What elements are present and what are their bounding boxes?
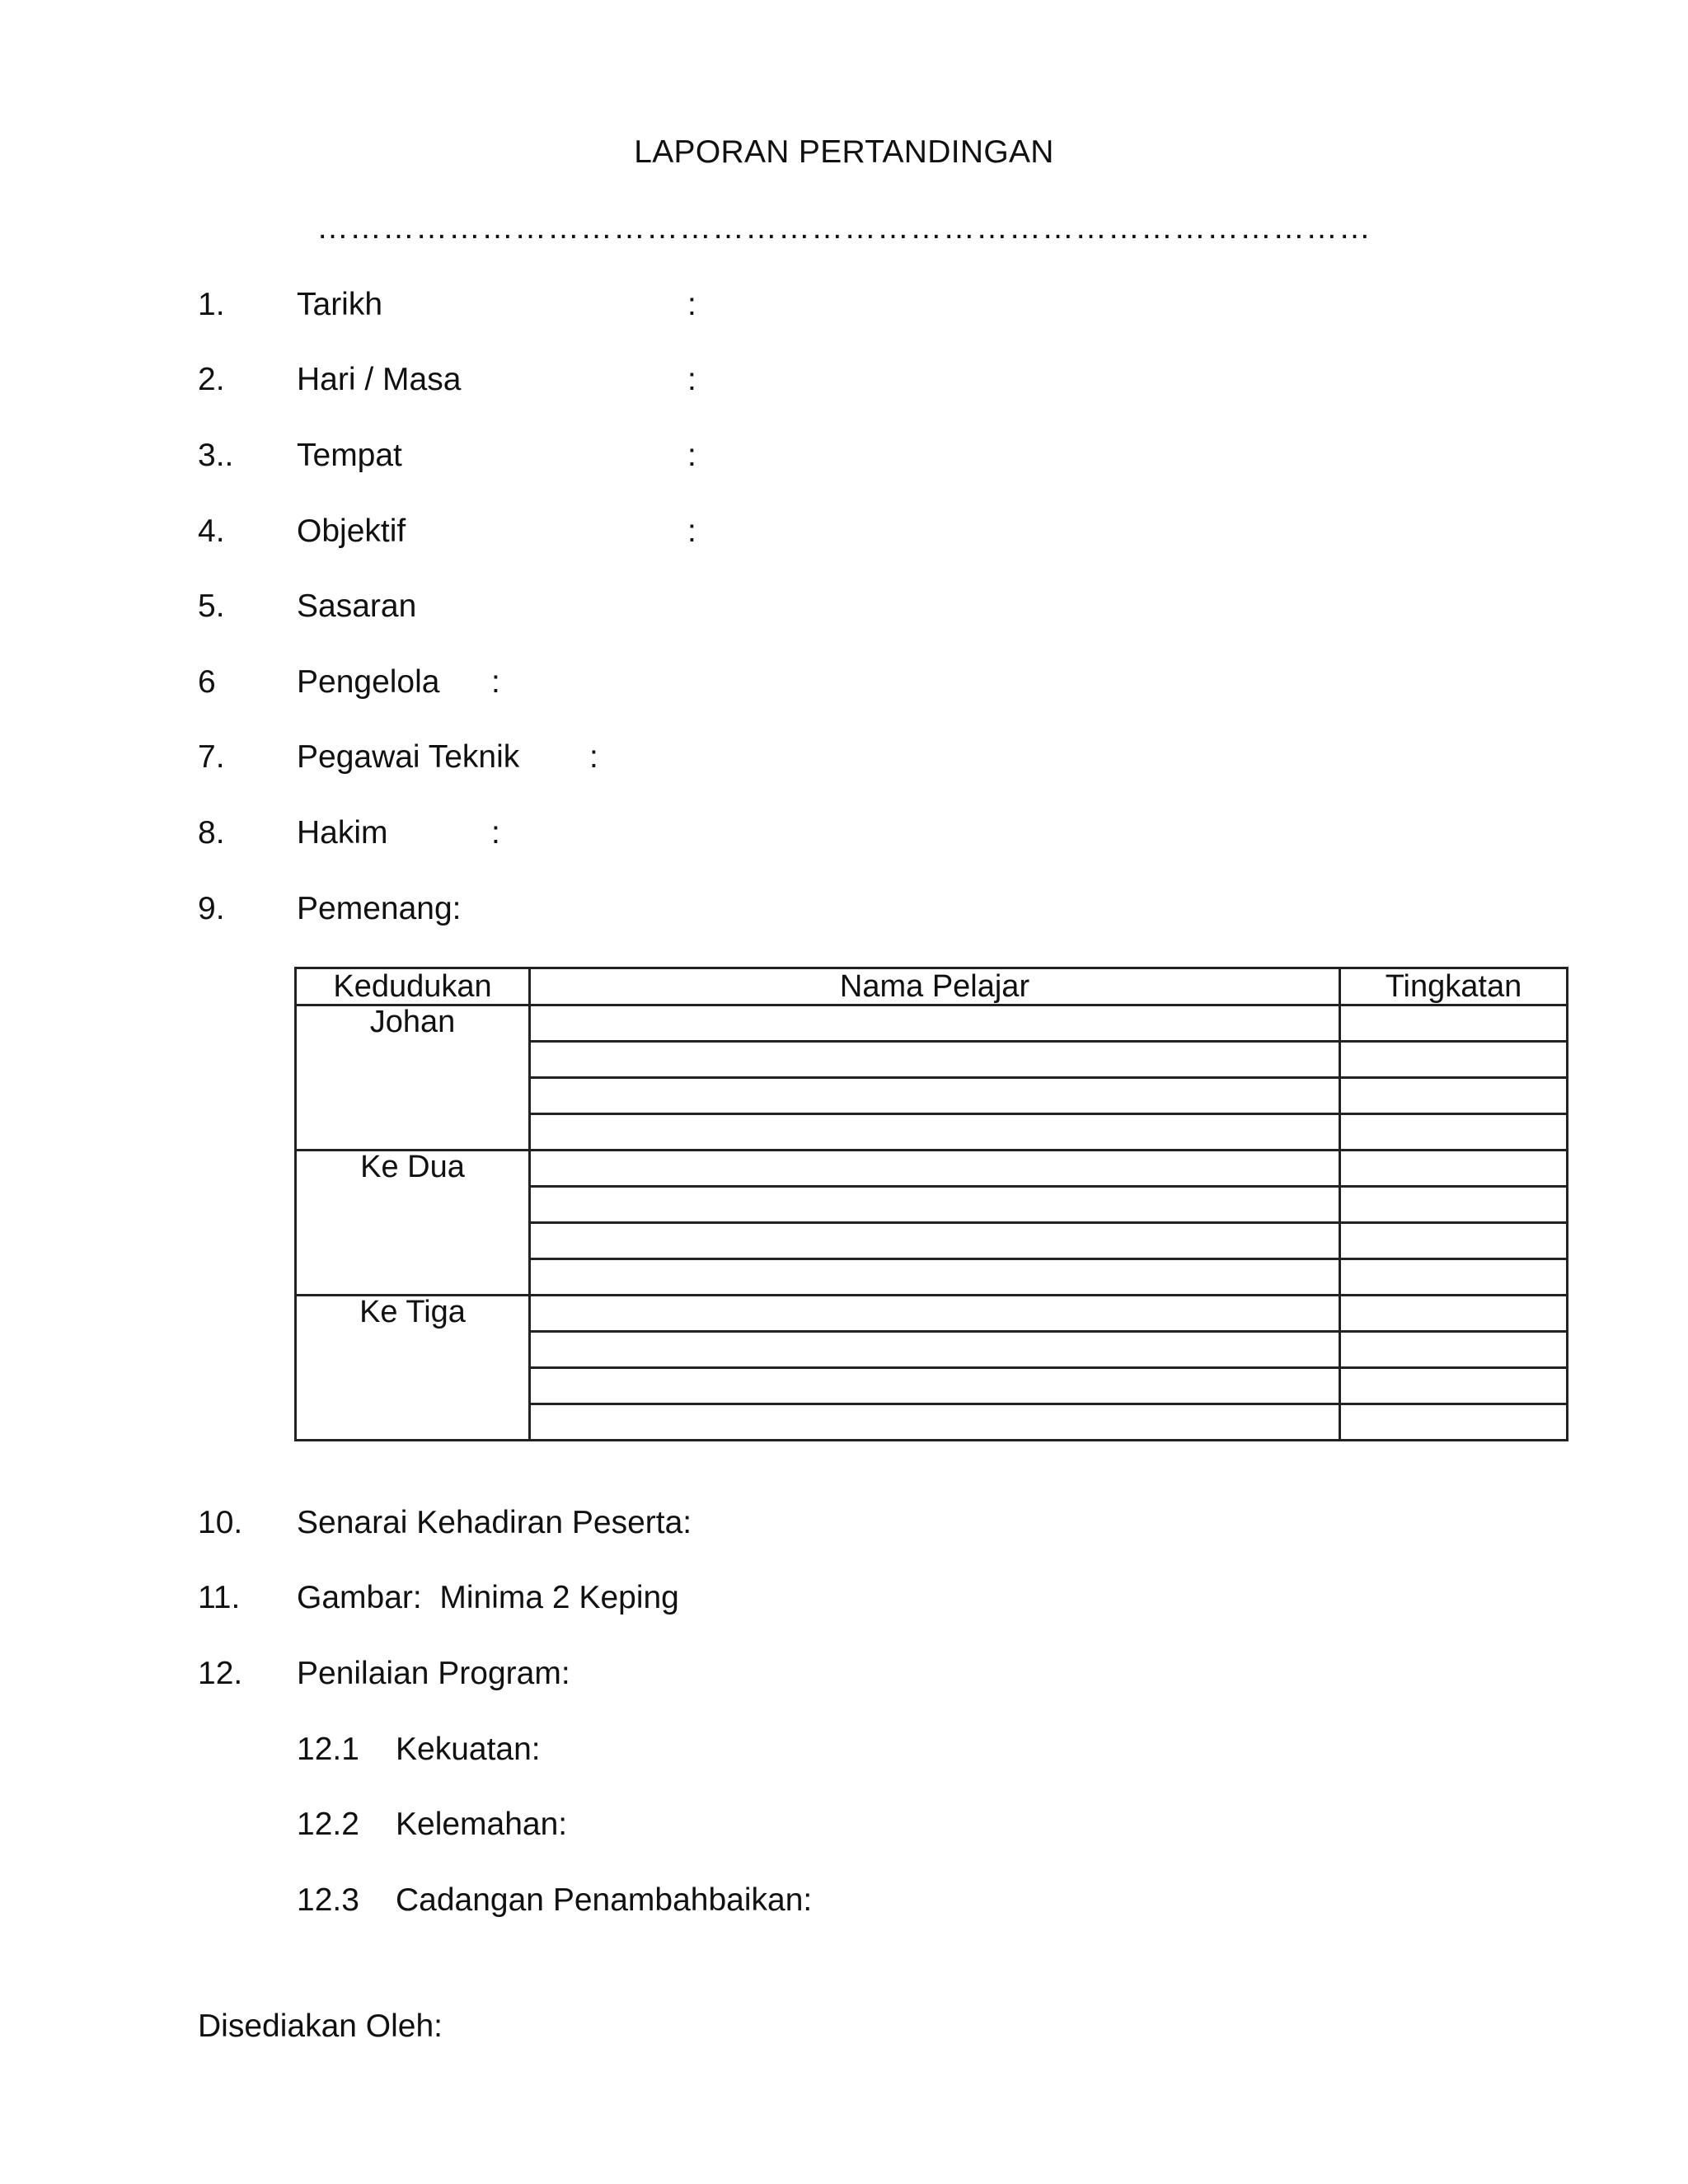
name-cell[interactable] <box>530 1187 1340 1223</box>
item-number: 1. <box>198 287 225 322</box>
item-number: 9. <box>198 891 225 926</box>
name-cell[interactable] <box>530 1042 1340 1078</box>
item-colon: : <box>687 513 696 549</box>
item-colon: : <box>491 664 500 700</box>
form-cell[interactable] <box>1340 1259 1568 1296</box>
item-number: 5. <box>198 588 225 624</box>
item-number: 12. <box>198 1656 243 1691</box>
form-cell[interactable] <box>1340 1187 1568 1223</box>
header-kedudukan: Kedudukan <box>296 968 530 1005</box>
subitem-number: 12.1 <box>297 1732 359 1767</box>
form-cell[interactable] <box>1340 1368 1568 1404</box>
winners-table <box>294 967 1568 1441</box>
subitem-number: 12.3 <box>297 1882 359 1918</box>
form-cell[interactable] <box>1340 1404 1568 1441</box>
form-cell[interactable] <box>1340 1114 1568 1151</box>
form-cell[interactable] <box>1340 1296 1568 1332</box>
item-label: Penilaian Program: <box>297 1656 570 1691</box>
table-header-row <box>296 968 1568 1005</box>
title-dotted-line: …………………………………………………………………………………… <box>316 210 1372 246</box>
form-cell[interactable] <box>1340 1042 1568 1078</box>
document-title: LAPORAN PERTANDINGAN <box>634 134 1054 170</box>
item-number: 6 <box>198 664 216 700</box>
name-cell[interactable] <box>530 1296 1340 1332</box>
prepared-by-label: Disediakan Oleh: <box>198 2008 443 2044</box>
rank-johan: Johan <box>296 1005 530 1151</box>
item-label: Sasaran <box>297 588 417 624</box>
item-label: Tarikh <box>297 287 383 322</box>
header-nama-pelajar: Nama Pelajar <box>530 968 1340 1005</box>
name-cell[interactable] <box>530 1332 1340 1368</box>
name-cell[interactable] <box>530 1114 1340 1151</box>
item-colon: : <box>687 362 696 397</box>
subitem-label: Kelemahan: <box>396 1807 568 1842</box>
form-cell[interactable] <box>1340 1005 1568 1042</box>
subitem-number: 12.2 <box>297 1807 359 1842</box>
item-label: Senarai Kehadiran Peserta: <box>297 1505 692 1540</box>
table-row <box>296 1151 1568 1187</box>
subitem-label: Cadangan Penambahbaikan: <box>396 1882 813 1918</box>
name-cell[interactable] <box>530 1005 1340 1042</box>
form-cell[interactable] <box>1340 1332 1568 1368</box>
rank-ke-dua: Ke Dua <box>296 1151 530 1296</box>
item-number: 10. <box>198 1505 243 1540</box>
table-row <box>296 1296 1568 1332</box>
subitem-label: Kekuatan: <box>396 1732 541 1767</box>
item-number: 3.. <box>198 438 234 473</box>
item-colon: : <box>687 287 696 322</box>
item-label: Gambar: Minima 2 Keping <box>297 1580 679 1615</box>
table-row <box>296 1005 1568 1042</box>
form-cell[interactable] <box>1340 1078 1568 1114</box>
name-cell[interactable] <box>530 1404 1340 1441</box>
item-number: 11. <box>198 1580 241 1615</box>
item-number: 7. <box>198 739 225 775</box>
item-label: Pengelola <box>297 664 440 700</box>
name-cell[interactable] <box>530 1368 1340 1404</box>
item-label: Hakim <box>297 815 388 851</box>
item-label: Hari / Masa <box>297 362 462 397</box>
name-cell[interactable] <box>530 1259 1340 1296</box>
header-tingkatan: Tingkatan <box>1340 968 1568 1005</box>
form-cell[interactable] <box>1340 1223 1568 1259</box>
item-colon: : <box>491 815 500 851</box>
name-cell[interactable] <box>530 1078 1340 1114</box>
item-number: 8. <box>198 815 225 851</box>
item-colon: : <box>589 739 598 775</box>
item-label: Objektif <box>297 513 406 549</box>
item-number: 4. <box>198 513 225 549</box>
item-label: Pemenang: <box>297 891 462 926</box>
item-label: Tempat <box>297 438 402 473</box>
form-cell[interactable] <box>1340 1151 1568 1187</box>
rank-ke-tiga: Ke Tiga <box>296 1296 530 1441</box>
name-cell[interactable] <box>530 1223 1340 1259</box>
item-label: Pegawai Teknik <box>297 739 520 775</box>
item-colon: : <box>687 438 696 473</box>
name-cell[interactable] <box>530 1151 1340 1187</box>
item-number: 2. <box>198 362 225 397</box>
